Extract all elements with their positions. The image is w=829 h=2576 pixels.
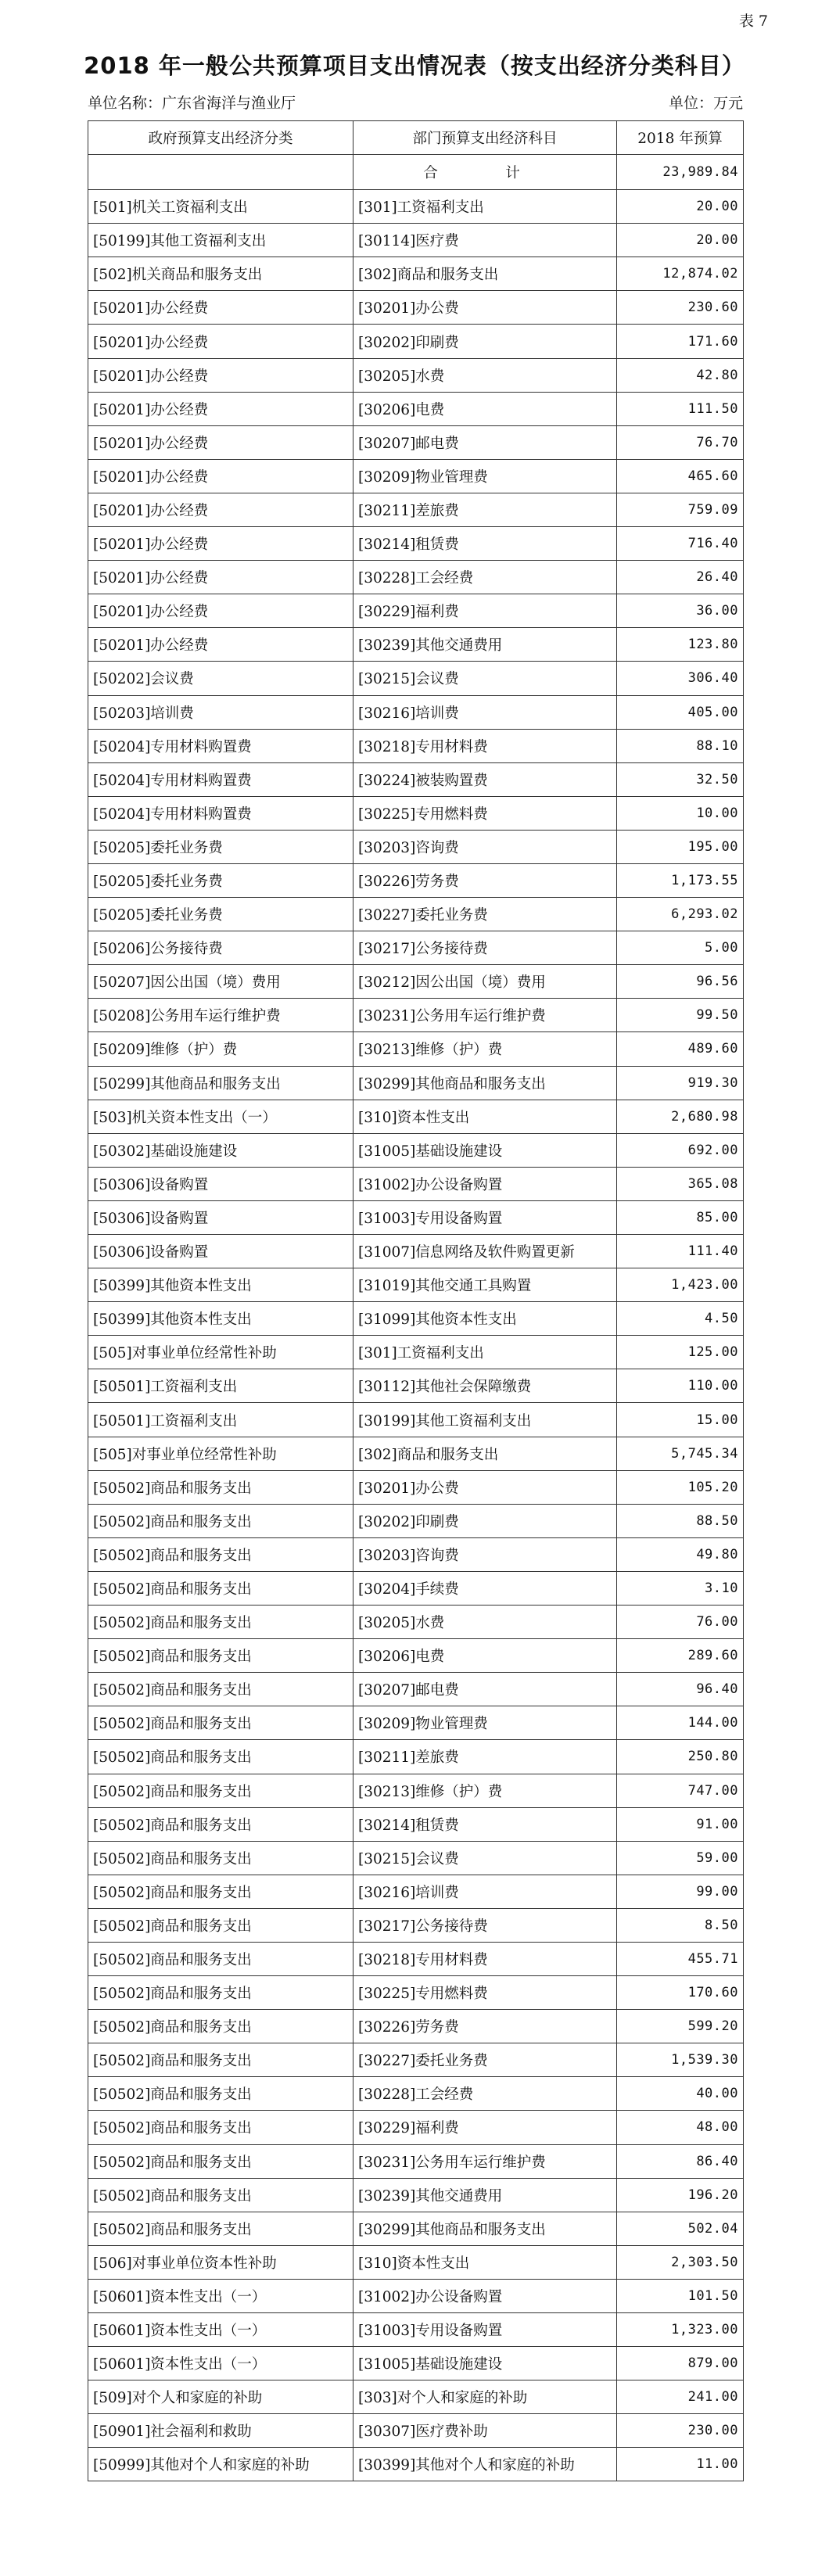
table-row: [88, 1200, 744, 1234]
gov-category-cell: [50601]资本性支出（一）: [88, 2347, 353, 2380]
gov-category-cell: [50502]商品和服务支出: [88, 1537, 353, 1571]
total-row: [88, 155, 744, 190]
table-row: [88, 2448, 744, 2481]
amount-cell: 250.80: [617, 1740, 744, 1774]
gov-category-cell: [50201]办公经费: [88, 459, 353, 493]
table-row: [88, 1167, 744, 1200]
gov-category-cell: [50502]商品和服务支出: [88, 1706, 353, 1740]
table-row: [88, 1504, 744, 1537]
amount-cell: 36.00: [617, 594, 744, 628]
page-label: 表 7: [738, 13, 768, 30]
table-row: [88, 1133, 744, 1167]
dept-category-cell: [30299]其他商品和服务支出: [353, 1066, 617, 1100]
table-row: [88, 2313, 744, 2347]
table-row: [88, 1606, 744, 1639]
amount-cell: 96.56: [617, 965, 744, 999]
amount-cell: 759.09: [617, 493, 744, 526]
dept-category-cell: [30239]其他交通费用: [353, 628, 617, 662]
dept-category-cell: [31003]专用设备购置: [353, 1200, 617, 1234]
header-dept-category: 部门预算支出经济科目: [353, 121, 617, 155]
dept-category-cell: [30214]租赁费: [353, 527, 617, 561]
gov-category-cell: [50502]商品和服务支出: [88, 2043, 353, 2077]
gov-category-cell: [505]对事业单位经常性补助: [88, 1336, 353, 1369]
table-row: [88, 257, 744, 291]
amount-cell: 59.00: [617, 1841, 744, 1875]
table-body: [88, 155, 744, 2481]
dept-category-cell: [30205]水费: [353, 1606, 617, 1639]
table-row: [88, 2414, 744, 2448]
gov-category-cell: [50199]其他工资福利支出: [88, 224, 353, 257]
amount-cell: 76.70: [617, 425, 744, 459]
gov-category-cell: [50502]商品和服务支出: [88, 1571, 353, 1605]
amount-cell: 2,680.98: [617, 1100, 744, 1133]
table-row: [88, 2245, 744, 2279]
gov-category-cell: [50204]专用材料购置费: [88, 729, 353, 762]
dept-category-cell: [310]资本性支出: [353, 1100, 617, 1133]
gov-category-cell: [50502]商品和服务支出: [88, 1504, 353, 1537]
dept-category-cell: [30206]电费: [353, 392, 617, 425]
table-row: [88, 1235, 744, 1268]
budget-table: [88, 120, 744, 2481]
gov-category-cell: [50901]社会福利和救助: [88, 2414, 353, 2448]
gov-category-cell: [50502]商品和服务支出: [88, 1807, 353, 1841]
amount-cell: 230.60: [617, 291, 744, 325]
amount-cell: 91.00: [617, 1807, 744, 1841]
table-row: [88, 527, 744, 561]
gov-category-cell: [50306]设备购置: [88, 1200, 353, 1234]
gov-category-cell: [50207]因公出国（境）费用: [88, 965, 353, 999]
table-row: [88, 1875, 744, 1908]
dept-category-cell: [30231]公务用车运行维护费: [353, 999, 617, 1032]
amount-cell: 144.00: [617, 1706, 744, 1740]
amount-cell: 171.60: [617, 325, 744, 358]
dept-category-cell: [30206]电费: [353, 1639, 617, 1673]
dept-category-cell: [31002]办公设备购置: [353, 1167, 617, 1200]
gov-category-cell: [50502]商品和服务支出: [88, 1470, 353, 1504]
table-row: [88, 830, 744, 863]
amount-cell: 49.80: [617, 1537, 744, 1571]
dept-category-cell: [31007]信息网络及软件购置更新: [353, 1235, 617, 1268]
dept-category-cell: [30229]福利费: [353, 2111, 617, 2144]
dept-category-cell: [30216]培训费: [353, 695, 617, 729]
table-row: [88, 1100, 744, 1133]
amount-cell: 99.00: [617, 1875, 744, 1908]
table-row: [88, 1942, 744, 1975]
dept-category-cell: [30225]专用燃料费: [353, 796, 617, 830]
dept-category-cell: [31005]基础设施建设: [353, 2347, 617, 2380]
amount-cell: 1,323.00: [617, 2313, 744, 2347]
gov-category-cell: [50206]公务接待费: [88, 931, 353, 965]
gov-category-cell: [50399]其他资本性支出: [88, 1268, 353, 1302]
table-row: [88, 392, 744, 425]
dept-category-cell: [30399]其他对个人和家庭的补助: [353, 2448, 617, 2481]
table-row: [88, 1571, 744, 1605]
table-row: [88, 1976, 744, 2010]
gov-category-cell: [50502]商品和服务支出: [88, 2178, 353, 2212]
table-row: [88, 965, 744, 999]
amount-cell: 716.40: [617, 527, 744, 561]
gov-category-cell: [50502]商品和服务支出: [88, 1606, 353, 1639]
dept-category-cell: [30209]物业管理费: [353, 459, 617, 493]
dept-category-cell: [30231]公务用车运行维护费: [353, 2144, 617, 2178]
dept-category-cell: [30207]邮电费: [353, 425, 617, 459]
amount-cell: 88.10: [617, 729, 744, 762]
dept-category-cell: [30227]委托业务费: [353, 898, 617, 931]
gov-category-cell: [50399]其他资本性支出: [88, 1302, 353, 1336]
table-row: [88, 2212, 744, 2245]
table-row: [88, 931, 744, 965]
amount-cell: 455.71: [617, 1942, 744, 1975]
amount-cell: 26.40: [617, 561, 744, 594]
dept-category-cell: [30209]物业管理费: [353, 1706, 617, 1740]
amount-cell: 1,423.00: [617, 1268, 744, 1302]
gov-category-cell: [50302]基础设施建设: [88, 1133, 353, 1167]
dept-category-cell: [31005]基础设施建设: [353, 1133, 617, 1167]
gov-category-cell: [50202]会议费: [88, 662, 353, 695]
table-row: [88, 493, 744, 526]
dept-category-cell: [30239]其他交通费用: [353, 2178, 617, 2212]
table-row: [88, 1908, 744, 1942]
amount-cell: 10.00: [617, 796, 744, 830]
gov-category-cell: [509]对个人和家庭的补助: [88, 2380, 353, 2414]
amount-cell: 502.04: [617, 2212, 744, 2245]
dept-category-cell: [30213]维修（护）费: [353, 1774, 617, 1807]
table-row: [88, 1437, 744, 1470]
gov-category-cell: [50502]商品和服务支出: [88, 1774, 353, 1807]
dept-category-cell: [30207]邮电费: [353, 1673, 617, 1706]
amount-cell: 125.00: [617, 1336, 744, 1369]
table-row: [88, 796, 744, 830]
table-row: [88, 1639, 744, 1673]
table-row: [88, 762, 744, 796]
table-row: [88, 695, 744, 729]
amount-cell: 15.00: [617, 1403, 744, 1437]
amount-cell: 195.00: [617, 830, 744, 863]
amount-cell: 2,303.50: [617, 2245, 744, 2279]
amount-cell: 12,874.02: [617, 257, 744, 291]
table-row: [88, 561, 744, 594]
gov-category-cell: [50502]商品和服务支出: [88, 2077, 353, 2111]
gov-category-cell: [50501]工资福利支出: [88, 1403, 353, 1437]
amount-cell: 123.80: [617, 628, 744, 662]
gov-category-cell: [50502]商品和服务支出: [88, 1841, 353, 1875]
amount-cell: 20.00: [617, 224, 744, 257]
dept-category-cell: [30224]被装购置费: [353, 762, 617, 796]
dept-category-cell: [31019]其他交通工具购置: [353, 1268, 617, 1302]
gov-category-cell: [50502]商品和服务支出: [88, 1740, 353, 1774]
table-header-row: [88, 121, 744, 155]
table-row: [88, 291, 744, 325]
table-row: [88, 459, 744, 493]
table-row: [88, 594, 744, 628]
dept-category-cell: [31003]专用设备购置: [353, 2313, 617, 2347]
dept-category-cell: [30202]印刷费: [353, 1504, 617, 1537]
dept-category-cell: [31002]办公设备购置: [353, 2279, 617, 2312]
dept-category-cell: [30226]劳务费: [353, 863, 617, 897]
table-row: [88, 1032, 744, 1066]
table-row: [88, 1706, 744, 1740]
gov-category-cell: [50502]商品和服务支出: [88, 2111, 353, 2144]
table-row: [88, 2279, 744, 2312]
gov-category-cell: [50502]商品和服务支出: [88, 2010, 353, 2043]
gov-category-cell: [50203]培训费: [88, 695, 353, 729]
amount-cell: 230.00: [617, 2414, 744, 2448]
dept-category-cell: [301]工资福利支出: [353, 190, 617, 224]
gov-category-cell: [50209]维修（护）费: [88, 1032, 353, 1066]
amount-cell: 76.00: [617, 1606, 744, 1639]
dept-category-cell: [30216]培训费: [353, 1875, 617, 1908]
dept-category-cell: [30218]专用材料费: [353, 1942, 617, 1975]
dept-category-cell: [30203]咨询费: [353, 1537, 617, 1571]
amount-cell: 101.50: [617, 2279, 744, 2312]
dept-category-cell: [30199]其他工资福利支出: [353, 1403, 617, 1437]
table-row: [88, 729, 744, 762]
amount-cell: 48.00: [617, 2111, 744, 2144]
table-row: [88, 1369, 744, 1403]
gov-category-cell: [50201]办公经费: [88, 561, 353, 594]
amount-cell: 289.60: [617, 1639, 744, 1673]
amount-cell: 42.80: [617, 358, 744, 392]
gov-category-cell: [50201]办公经费: [88, 358, 353, 392]
gov-category-cell: [50204]专用材料购置费: [88, 796, 353, 830]
table-row: [88, 2144, 744, 2178]
amount-cell: 1,539.30: [617, 2043, 744, 2077]
amount-cell: 405.00: [617, 695, 744, 729]
dept-category-cell: [30112]其他社会保障缴费: [353, 1369, 617, 1403]
dept-category-cell: [30202]印刷费: [353, 325, 617, 358]
amount-cell: 4.50: [617, 1302, 744, 1336]
dept-category-cell: [30201]办公费: [353, 291, 617, 325]
gov-category-cell: [50999]其他对个人和家庭的补助: [88, 2448, 353, 2481]
amount-cell: 88.50: [617, 1504, 744, 1537]
gov-category-cell: [50201]办公经费: [88, 425, 353, 459]
gov-category-cell: [50201]办公经费: [88, 493, 353, 526]
gov-category-cell: [50201]办公经费: [88, 325, 353, 358]
dept-category-cell: [30227]委托业务费: [353, 2043, 617, 2077]
amount-cell: 919.30: [617, 1066, 744, 1100]
header-gov-category: 政府预算支出经济分类: [88, 121, 353, 155]
gov-category-cell: [501]机关工资福利支出: [88, 190, 353, 224]
gov-category-cell: [50502]商品和服务支出: [88, 1976, 353, 2010]
amount-cell: 85.00: [617, 1200, 744, 1234]
gov-category-cell: [506]对事业单位资本性补助: [88, 2245, 353, 2279]
table-row: [88, 1066, 744, 1100]
gov-category-cell: [50502]商品和服务支出: [88, 1673, 353, 1706]
table-row: [88, 2077, 744, 2111]
dept-category-cell: [30215]会议费: [353, 662, 617, 695]
table-row: [88, 425, 744, 459]
dept-category-cell: [30228]工会经费: [353, 2077, 617, 2111]
amount-cell: 6,293.02: [617, 898, 744, 931]
dept-category-cell: [30229]福利费: [353, 594, 617, 628]
gov-category-cell: [50306]设备购置: [88, 1167, 353, 1200]
table-row: [88, 2010, 744, 2043]
table-row: [88, 1740, 744, 1774]
gov-category-cell: [50205]委托业务费: [88, 863, 353, 897]
dept-category-cell: [30225]专用燃料费: [353, 1976, 617, 2010]
table-row: [88, 628, 744, 662]
table-row: [88, 2111, 744, 2144]
amount-cell: 111.50: [617, 392, 744, 425]
dept-category-cell: [30214]租赁费: [353, 1807, 617, 1841]
gov-category-cell: [50502]商品和服务支出: [88, 2212, 353, 2245]
unit-measure: 单位：万元: [668, 95, 743, 112]
amount-cell: 40.00: [617, 2077, 744, 2111]
total-amount: 23,989.84: [617, 155, 744, 190]
amount-cell: 1,173.55: [617, 863, 744, 897]
page-title: 2018 年一般公共预算项目支出情况表（按支出经济分类科目）: [84, 52, 745, 79]
dept-category-cell: [30228]工会经费: [353, 561, 617, 594]
gov-category-cell: [50306]设备购置: [88, 1235, 353, 1268]
dept-category-cell: [30218]专用材料费: [353, 729, 617, 762]
dept-category-cell: [30211]差旅费: [353, 1740, 617, 1774]
gov-category-cell: [503]机关资本性支出（一）: [88, 1100, 353, 1133]
amount-cell: 879.00: [617, 2347, 744, 2380]
gov-category-cell: [50201]办公经费: [88, 392, 353, 425]
amount-cell: 99.50: [617, 999, 744, 1032]
table-row: [88, 1302, 744, 1336]
table-row: [88, 662, 744, 695]
table-row: [88, 2043, 744, 2077]
dept-category-cell: [30114]医疗费: [353, 224, 617, 257]
table-row: [88, 999, 744, 1032]
amount-cell: 111.40: [617, 1235, 744, 1268]
amount-cell: 170.60: [617, 1976, 744, 2010]
gov-category-cell: [50201]办公经费: [88, 291, 353, 325]
amount-cell: 20.00: [617, 190, 744, 224]
amount-cell: 306.40: [617, 662, 744, 695]
table-row: [88, 2380, 744, 2414]
table-row: [88, 1403, 744, 1437]
dept-category-cell: [30217]公务接待费: [353, 931, 617, 965]
gov-category-cell: [50601]资本性支出（一）: [88, 2279, 353, 2312]
total-empty-cell: [88, 155, 353, 190]
amount-cell: 241.00: [617, 2380, 744, 2414]
amount-cell: 5,745.34: [617, 1437, 744, 1470]
gov-category-cell: [50502]商品和服务支出: [88, 1908, 353, 1942]
amount-cell: 365.08: [617, 1167, 744, 1200]
dept-category-cell: [302]商品和服务支出: [353, 1437, 617, 1470]
table-row: [88, 2178, 744, 2212]
total-label: 合 计: [353, 155, 617, 190]
table-row: [88, 190, 744, 224]
gov-category-cell: [50205]委托业务费: [88, 830, 353, 863]
amount-cell: 599.20: [617, 2010, 744, 2043]
gov-category-cell: [50208]公务用车运行维护费: [88, 999, 353, 1032]
amount-cell: 465.60: [617, 459, 744, 493]
dept-category-cell: [310]资本性支出: [353, 2245, 617, 2279]
amount-cell: 3.10: [617, 1571, 744, 1605]
dept-category-cell: [301]工资福利支出: [353, 1336, 617, 1369]
amount-cell: 96.40: [617, 1673, 744, 1706]
gov-category-cell: [505]对事业单位经常性补助: [88, 1437, 353, 1470]
gov-category-cell: [50201]办公经费: [88, 527, 353, 561]
gov-category-cell: [502]机关商品和服务支出: [88, 257, 353, 291]
amount-cell: 692.00: [617, 1133, 744, 1167]
unit-name: 单位名称：广东省海洋与渔业厅: [88, 95, 296, 112]
gov-category-cell: [50502]商品和服务支出: [88, 1942, 353, 1975]
dept-category-cell: [30215]会议费: [353, 1841, 617, 1875]
dept-category-cell: [30204]手续费: [353, 1571, 617, 1605]
dept-category-cell: [30211]差旅费: [353, 493, 617, 526]
gov-category-cell: [50601]资本性支出（一）: [88, 2313, 353, 2347]
amount-cell: 105.20: [617, 1470, 744, 1504]
amount-cell: 747.00: [617, 1774, 744, 1807]
table-row: [88, 863, 744, 897]
gov-category-cell: [50205]委托业务费: [88, 898, 353, 931]
amount-cell: 32.50: [617, 762, 744, 796]
amount-cell: 489.60: [617, 1032, 744, 1066]
table-row: [88, 1470, 744, 1504]
dept-category-cell: [30203]咨询费: [353, 830, 617, 863]
dept-category-cell: [302]商品和服务支出: [353, 257, 617, 291]
gov-category-cell: [50502]商品和服务支出: [88, 1639, 353, 1673]
table-row: [88, 224, 744, 257]
gov-category-cell: [50501]工资福利支出: [88, 1369, 353, 1403]
dept-category-cell: [30201]办公费: [353, 1470, 617, 1504]
gov-category-cell: [50201]办公经费: [88, 628, 353, 662]
table-row: [88, 1807, 744, 1841]
dept-category-cell: [30212]因公出国（境）费用: [353, 965, 617, 999]
amount-cell: 8.50: [617, 1908, 744, 1942]
amount-cell: 110.00: [617, 1369, 744, 1403]
table-row: [88, 1774, 744, 1807]
table-row: [88, 898, 744, 931]
amount-cell: 5.00: [617, 931, 744, 965]
dept-category-cell: [30217]公务接待费: [353, 1908, 617, 1942]
dept-category-cell: [30299]其他商品和服务支出: [353, 2212, 617, 2245]
dept-category-cell: [30226]劳务费: [353, 2010, 617, 2043]
table-row: [88, 1673, 744, 1706]
gov-category-cell: [50299]其他商品和服务支出: [88, 1066, 353, 1100]
header-budget-2018: 2018 年预算: [617, 121, 744, 155]
amount-cell: 86.40: [617, 2144, 744, 2178]
amount-cell: 11.00: [617, 2448, 744, 2481]
dept-category-cell: [30307]医疗费补助: [353, 2414, 617, 2448]
table-row: [88, 325, 744, 358]
gov-category-cell: [50502]商品和服务支出: [88, 1875, 353, 1908]
table-row: [88, 2347, 744, 2380]
table-row: [88, 358, 744, 392]
table-row: [88, 1841, 744, 1875]
table-row: [88, 1537, 744, 1571]
gov-category-cell: [50204]专用材料购置费: [88, 762, 353, 796]
dept-category-cell: [31099]其他资本性支出: [353, 1302, 617, 1336]
amount-cell: 196.20: [617, 2178, 744, 2212]
dept-category-cell: [30213]维修（护）费: [353, 1032, 617, 1066]
gov-category-cell: [50201]办公经费: [88, 594, 353, 628]
gov-category-cell: [50502]商品和服务支出: [88, 2144, 353, 2178]
table-row: [88, 1336, 744, 1369]
dept-category-cell: [30205]水费: [353, 358, 617, 392]
table-row: [88, 1268, 744, 1302]
dept-category-cell: [303]对个人和家庭的补助: [353, 2380, 617, 2414]
